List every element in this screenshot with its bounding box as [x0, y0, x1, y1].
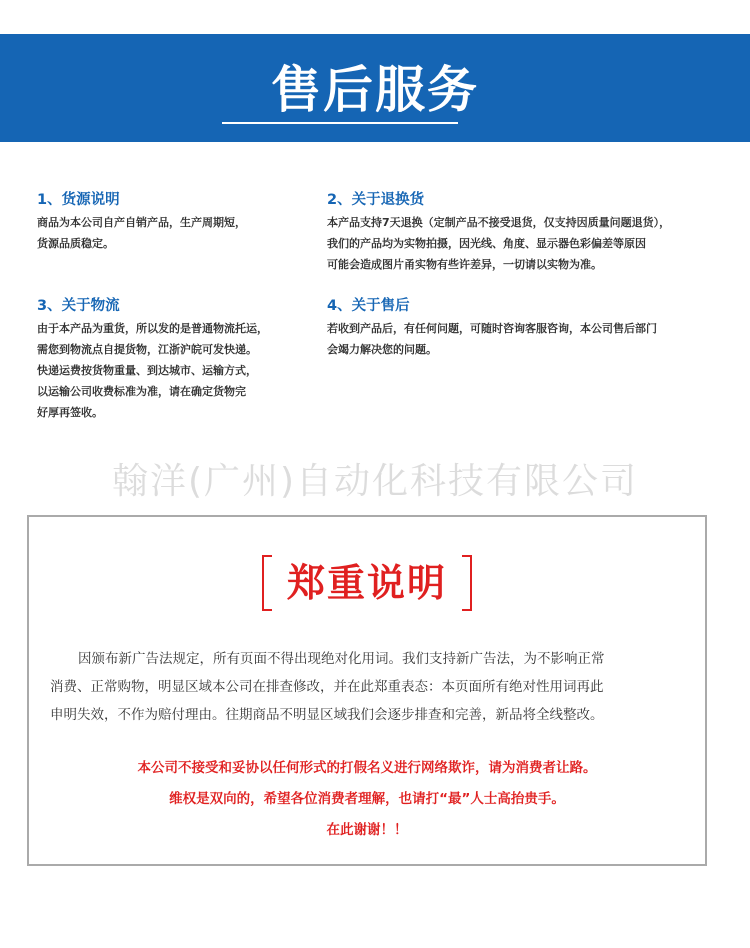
section-text: 可能会造成图片甬实物有些许差异，一切请以实物为准。 — [327, 258, 602, 271]
section-text: 快递运费按货物重量、到达城市、运输方式， — [37, 364, 257, 377]
left-bracket — [262, 555, 272, 611]
section-returns — [327, 190, 670, 275]
section-text: 由于本产品为重货，所以发的是普通物流托运， — [37, 322, 268, 335]
section-supply — [37, 190, 246, 254]
section-text: 我们的产品均为实物拍摄，因光线、角度、显示器色彩偏差等原因 — [327, 237, 646, 250]
section-title: 3、关于物流 — [37, 298, 120, 314]
notice-warning-line: 维权是双向的，希望各位消费者理解，也请打“最”人士高抬贵手。 — [169, 791, 565, 807]
notice-warning — [29, 753, 705, 846]
section-title: 1、货源说明 — [37, 192, 120, 208]
notice-warning-line: 在此谢谢！！ — [326, 822, 408, 838]
section-text: 好厚再签收。 — [37, 406, 103, 419]
header-banner — [0, 34, 750, 142]
notice-box — [27, 515, 707, 866]
section-text: 货源品质稳定。 — [37, 237, 114, 250]
section-text: 商品为本公司自产自销产品，生产周期短， — [37, 216, 246, 229]
section-text: 需您到物流点自提货物，江浙沪皖可发快递。 — [37, 343, 257, 356]
notice-body-line: 因颁布新广告法规定，所有页面不得出现绝对化用词。我们支持新广告法，为不影响正常 — [78, 651, 605, 667]
title-underline — [222, 122, 458, 124]
section-logistics — [37, 296, 268, 423]
section-text: 本产品支持7天退换（定制产品不接受退货，仅支持因质量问题退货）， — [327, 216, 671, 229]
section-text: 若收到产品后，有任何问题，可随时咨询客服咨询，本公司售后部门 — [327, 322, 657, 335]
notice-body — [50, 645, 700, 729]
company-watermark: 翰洋(广州)自动化科技有限公司 — [111, 461, 639, 502]
notice-warning-line: 本公司不接受和妥协以任何形式的打假名义进行网络欺诈，请为消费者让路。 — [137, 760, 597, 776]
section-text: 以运输公司收费标准为准，请在确定货物完 — [37, 385, 246, 398]
section-title: 2、关于退换货 — [327, 192, 425, 208]
notice-heading — [29, 555, 705, 611]
page-title: 售后服务 — [271, 61, 479, 119]
section-after-sales — [327, 296, 657, 360]
notice-body-line: 消费、正常购物，明显区域本公司在排查修改，并在此郑重表态：本页面所有绝对性用词再此 — [50, 679, 604, 695]
notice-title: 郑重说明 — [286, 561, 447, 605]
right-bracket — [462, 555, 472, 611]
section-text: 会竭力解决您的问题。 — [327, 343, 437, 356]
notice-body-line: 申明失效，不作为赔付理由。往期商品不明显区域我们会逐步排查和完善，新品将全线整改。 — [50, 707, 604, 723]
section-title: 4、关于售后 — [327, 298, 410, 314]
